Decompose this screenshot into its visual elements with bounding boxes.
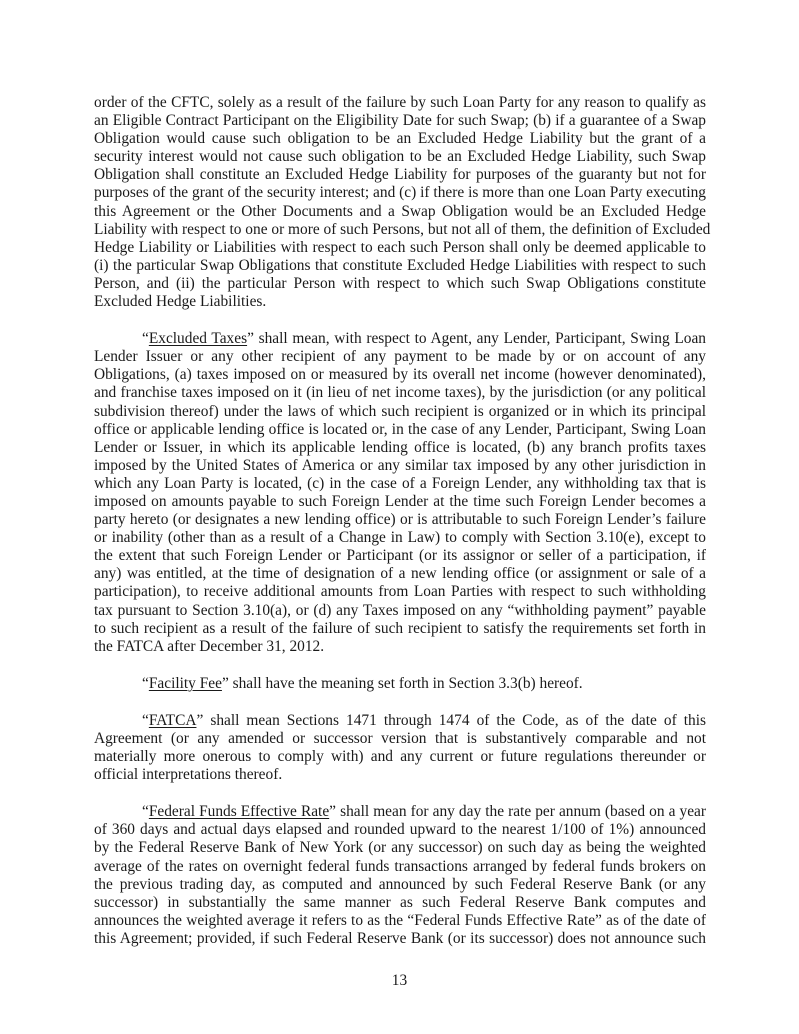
text-line: or inability (other than as a result of a Change in Law) to comply with Section 3.10(e), except to (94, 529, 706, 547)
definition-text: ” shall mean for any day the rate per annum (based on a year (329, 803, 706, 821)
text-line: of 360 days and actual days elapsed and rounded upward to the nearest 1/100 of 1%) announced (94, 821, 706, 839)
definition-text: ” shall have the meaning set forth in Section 3.3(b) hereof. (221, 674, 583, 692)
text-line: materially more onerous to comply with) and any current or future regulations thereunder or (94, 748, 706, 766)
definition-excluded-taxes (94, 330, 706, 656)
text-line: security interest would not cause such obligation to be an Excluded Hedge Liability, such Swap (94, 148, 706, 166)
text-line: order of the CFTC, solely as a result of the failure by such Loan Party for any reason to qualify as (94, 94, 706, 111)
definition-first-line (94, 675, 706, 693)
text-line: any) was entitled, at the time of designation of a new lending office (or assignment or sale of a (94, 565, 706, 583)
definition-text: ” shall mean Sections 1471 through 1474 of the Code, as of the date of this (196, 711, 706, 729)
text-line: tax pursuant to Section 3.10(a), or (d) any Taxes imposed on any “withholding payment” payable (94, 601, 706, 619)
text-line: the FATCA after December 31, 2012. (94, 637, 325, 655)
definition-text: ” shall mean, with respect to Agent, any Lender, Participant, Swing Loan (247, 330, 706, 348)
open-quote: “ (142, 711, 149, 729)
text-line: participation), to receive additional amounts from Loan Parties with respect to such withholding (94, 583, 706, 601)
text-line: successor) in substantially the same manner as such Federal Reserve Bank computes and (94, 893, 706, 911)
text-line: the extent that such Foreign Lender or Participant (or its assignor or seller of a participation, if (94, 547, 706, 565)
definition-first-line (94, 803, 706, 821)
definition-first-line (94, 330, 706, 348)
text-line: Agreement (or any amended or successor version that is substantively comparable and not (94, 730, 706, 747)
defined-term: FATCA (148, 711, 197, 729)
text-line: Excluded Hedge Liabilities. (94, 293, 267, 311)
defined-term: Facility Fee (148, 674, 222, 692)
text-line: by the Federal Reserve Bank of New York (or any successor) on such day as being the weighted (94, 839, 706, 857)
open-quote: “ (142, 330, 149, 348)
text-line: imposed on amounts payable to such Foreign Lender at the time such Foreign Lender becomes a (94, 492, 706, 510)
text-line: official interpretations thereof. (94, 766, 283, 784)
text-line: Obligation shall constitute an Excluded Hedge Liability for purposes of the guaranty but not for (94, 166, 706, 184)
text-line: Obligation would cause such obligation to be an Excluded Hedge Liability but the grant of a (94, 130, 706, 148)
text-line: party hereto (or designates a new lending office) or is attributable to such Foreign Lender’s failure (94, 511, 706, 529)
definition-first-line (94, 712, 706, 730)
text-line: Hedge Liability or Liabilities with respect to each such Person shall only be deemed applicable to (94, 238, 706, 256)
text-line: to such recipient as a result of the failure of such recipient to satisfy the requirements set forth in (94, 619, 706, 637)
text-line: subdivision thereof) under the laws of which such recipient is organized or in which its principal (94, 402, 706, 420)
open-quote: “ (142, 803, 149, 821)
text-line: this Agreement; provided, if such Federal Reserve Bank (or its successor) does not announce such (94, 929, 706, 947)
text-line: and franchise taxes imposed on it (in lieu of net income taxes), by the jurisdiction (or any political (94, 384, 706, 402)
open-quote: “ (142, 674, 149, 692)
definition-federal-funds-effective-rate (94, 803, 706, 948)
text-line: Person, and (ii) the particular Person with respect to which such Swap Obligations constitute (94, 274, 706, 292)
text-line: (i) the particular Swap Obligations that constitute Excluded Hedge Liabilities with respect to such (94, 256, 706, 274)
defined-term: Excluded Taxes (148, 330, 248, 348)
text-line: purposes of the grant of the security interest; and (c) if there is more than one Loan Party executing (94, 184, 706, 202)
text-line: Lender Issuer or any other recipient of any payment to be made by or on account of any (94, 348, 706, 366)
defined-term: Federal Funds Effective Rate (148, 803, 330, 821)
text-line: Obligations, (a) taxes imposed on or measured by its overall net income (however denominated), (94, 366, 706, 384)
text-line: average of the rates on overnight federal funds transactions arranged by federal funds brokers on (94, 857, 706, 875)
text-line: announces the weighted average it refers to as the “Federal Funds Effective Rate” as of the date of (94, 911, 706, 929)
page-number: 13 (391, 972, 408, 989)
definition-fatca (94, 712, 706, 784)
text-line: imposed by the United States of America or any similar tax imposed by any other jurisdiction in (94, 456, 706, 474)
document-page (94, 94, 711, 967)
text-line: the previous trading day, as computed and announced by such Federal Reserve Bank (or any (94, 875, 706, 893)
paragraph-excluded-hedge-liability-continued (94, 94, 711, 311)
text-line: an Eligible Contract Participant on the Eligibility Date for such Swap; (b) if a guarantee of a Swap (94, 112, 706, 130)
text-line: which any Loan Party is located, (c) in the case of a Foreign Lender, any withholding tax that is (94, 474, 706, 492)
definition-facility-fee (94, 675, 706, 693)
text-line: Liability with respect to one or more of such Persons, but not all of them, the definition of Excluded (94, 220, 711, 238)
text-line: this Agreement or the Other Documents and a Swap Obligation would be an Excluded Hedge (94, 202, 706, 220)
text-line: office or applicable lending office is located or, in the case of any Lender, Participant, Swing Loan (94, 420, 706, 438)
text-line: Lender or Issuer, in which its applicable lending office is located, (b) any branch profits taxes (94, 438, 706, 456)
